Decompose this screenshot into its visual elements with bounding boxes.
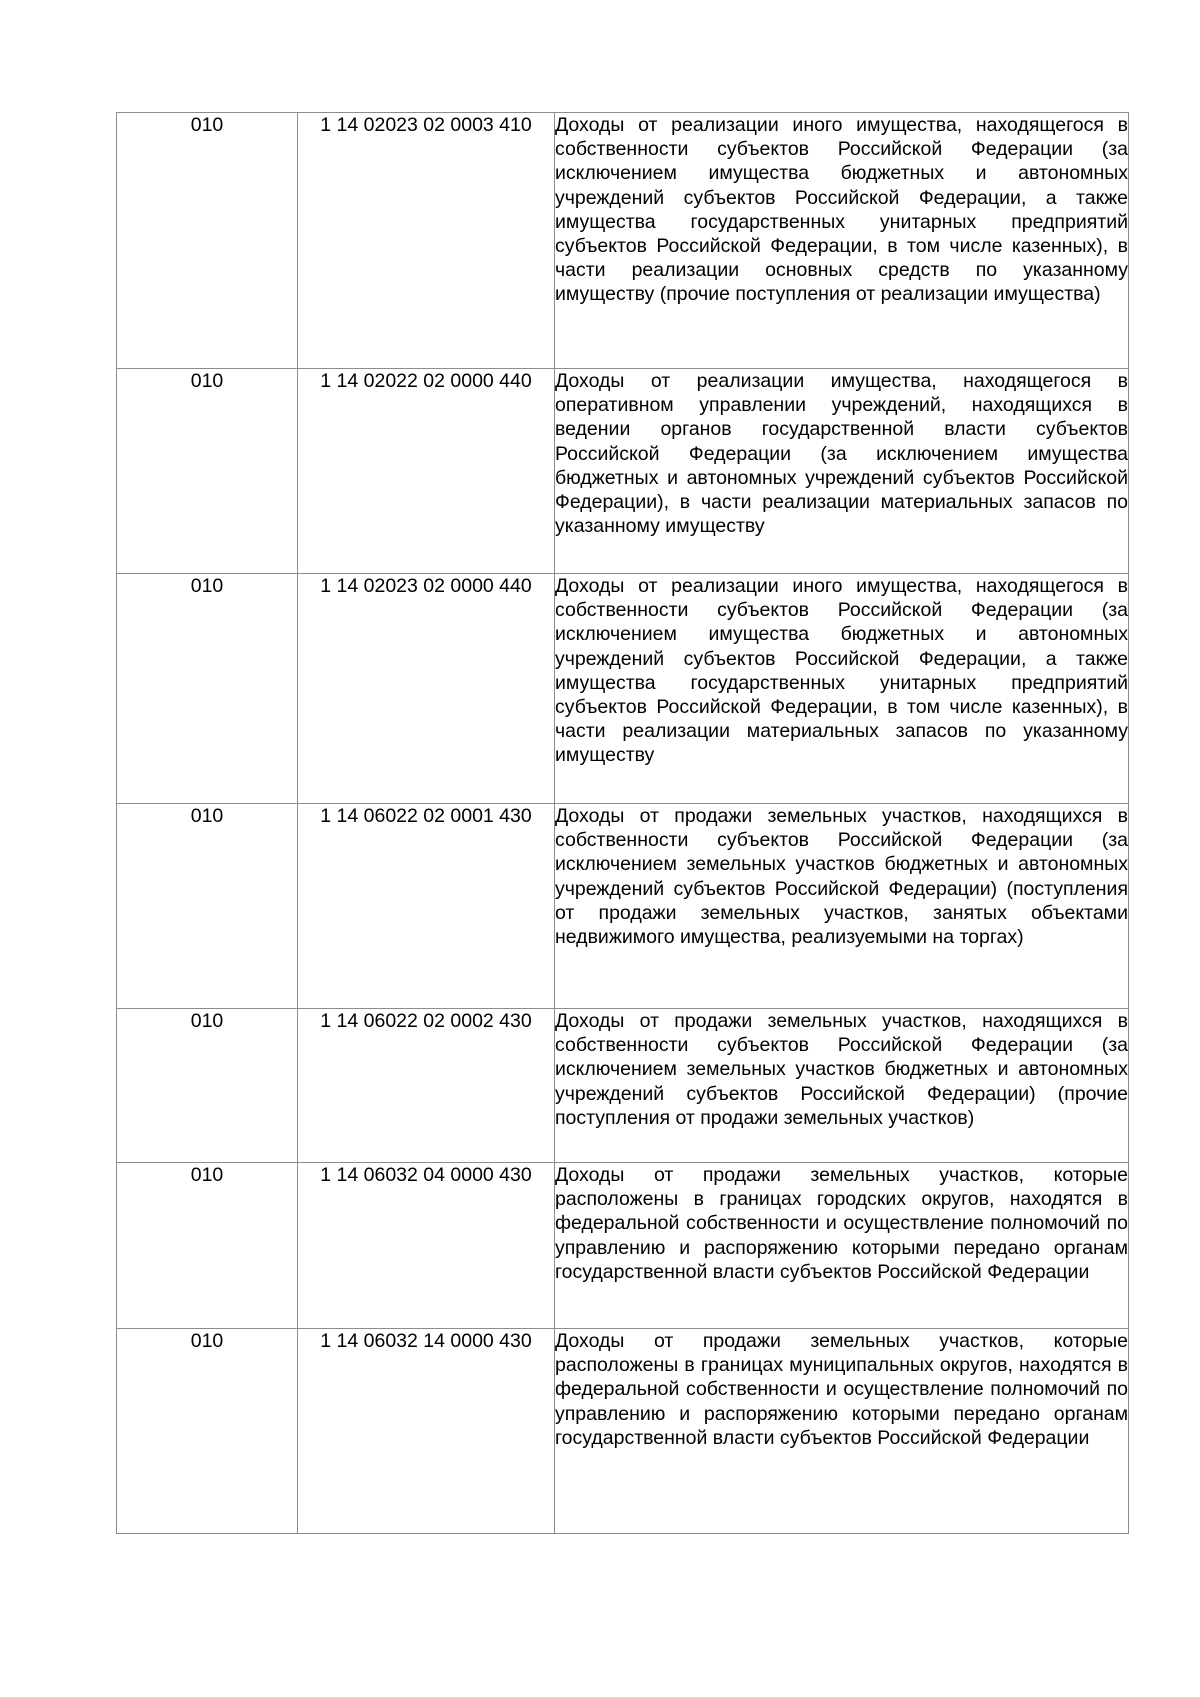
kbk-code-cell: 1 14 06022 02 0001 430 (298, 804, 555, 1009)
admin-code-cell: 010 (117, 1009, 298, 1163)
admin-code-cell: 010 (117, 804, 298, 1009)
kbk-code-cell: 1 14 02023 02 0000 440 (298, 574, 555, 804)
kbk-code-cell: 1 14 06022 02 0002 430 (298, 1009, 555, 1163)
table-row (117, 369, 1129, 574)
table-row (117, 574, 1129, 804)
admin-code-cell: 010 (117, 113, 298, 369)
revenue-codes-table (116, 112, 1129, 1534)
table-row (117, 1329, 1129, 1534)
description-cell: Доходы от продажи земельных участков, находящихся в собственности субъектов Российской Федерации (за исключением земельных участков бюджетных и автономных учреждений субъектов Российской Федерации) (прочие поступления от продажи земельных участков) (555, 1009, 1129, 1163)
admin-code-cell: 010 (117, 1329, 298, 1534)
description-cell: Доходы от продажи земельных участков, находящихся в собственности субъектов Российской Федерации (за исключением земельных участков бюджетных и автономных учреждений субъектов Российской Федерации) (поступления от продажи земельных участков, занятых объектами недвижимого имущества, реализуемыми на торгах) (555, 804, 1129, 1009)
description-cell: Доходы от реализации имущества, находящегося в оперативном управлении учреждений, находящихся в ведении органов государственной власти субъектов Российской Федерации (за исключением имущества бюджетных и автономных учреждений субъектов Российской Федерации), в части реализации материальных запасов по указанному имуществу (555, 369, 1129, 574)
description-cell: Доходы от реализации иного имущества, находящегося в собственности субъектов Российской Федерации (за исключением имущества бюджетных и автономных учреждений субъектов Российской Федерации, а также имущества государственных унитарных предприятий субъектов Российской Федерации, в том числе казенных), в части реализации основных средств по указанному имуществу (прочие поступления от реализации имущества) (555, 113, 1129, 369)
admin-code-cell: 010 (117, 574, 298, 804)
table-row (117, 1163, 1129, 1329)
table-row (117, 113, 1129, 369)
admin-code-cell: 010 (117, 369, 298, 574)
table-row (117, 804, 1129, 1009)
admin-code-cell: 010 (117, 1163, 298, 1329)
kbk-code-cell: 1 14 06032 14 0000 430 (298, 1329, 555, 1534)
kbk-code-cell: 1 14 02023 02 0003 410 (298, 113, 555, 369)
description-cell: Доходы от реализации иного имущества, находящегося в собственности субъектов Российской Федерации (за исключением имущества бюджетных и автономных учреждений субъектов Российской Федерации, а также имущества государственных унитарных предприятий субъектов Российской Федерации, в том числе казенных), в части реализации материальных запасов по указанному имуществу (555, 574, 1129, 804)
kbk-code-cell: 1 14 06032 04 0000 430 (298, 1163, 555, 1329)
description-cell: Доходы от продажи земельных участков, которые расположены в границах городских округов, находятся в федеральной собственности и осуществление полномочий по управлению и распоряжению которыми передано органам государственной власти субъектов Российской Федерации (555, 1163, 1129, 1329)
table-row (117, 1009, 1129, 1163)
kbk-code-cell: 1 14 02022 02 0000 440 (298, 369, 555, 574)
description-cell: Доходы от продажи земельных участков, которые расположены в границах муниципальных округов, находятся в федеральной собственности и осуществление полномочий по управлению и распоряжению которыми передано органам государственной власти субъектов Российской Федерации (555, 1329, 1129, 1534)
